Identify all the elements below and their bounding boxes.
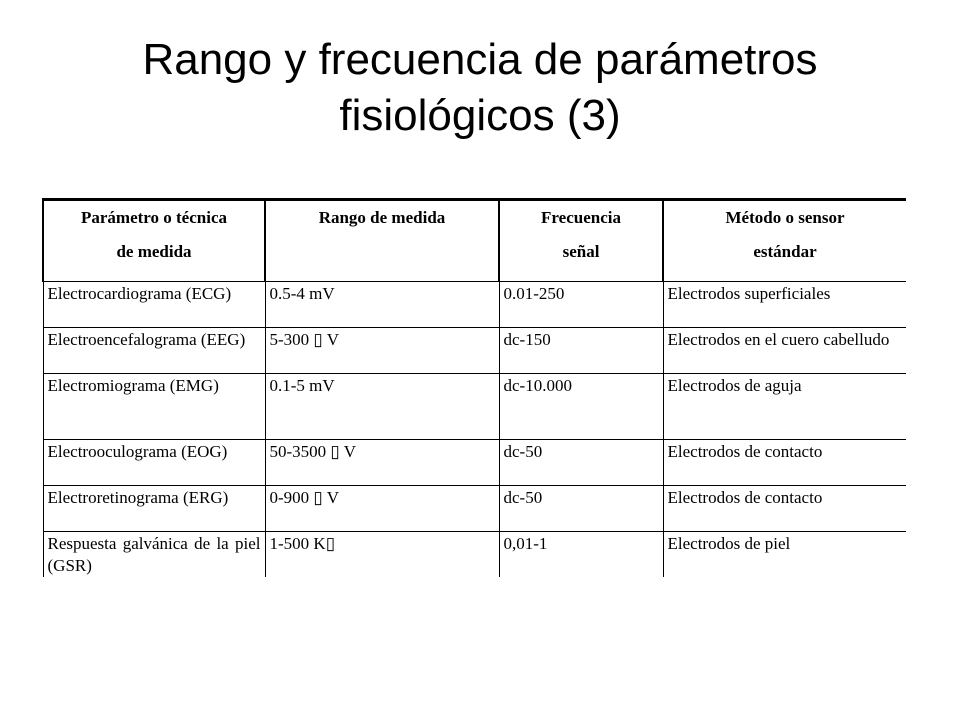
cell-metodo: Electrodos de contacto [663,486,906,532]
cell-frecuencia: dc-150 [499,328,663,374]
slide-title-line-2: fisiológicos (3) [339,91,621,140]
slide-title [0,32,960,144]
table-row [43,328,906,374]
cell-frecuencia: dc-50 [499,440,663,486]
cell-metodo: Electrodos de aguja [663,374,906,440]
table-row [43,374,906,440]
cell-metodo: Electrodos en el cuero cabelludo [663,328,906,374]
header-rango: Rango de medida [265,200,499,278]
parameters-table [42,198,906,577]
cell-frecuencia: dc-10.000 [499,374,663,440]
cell-rango: 5-300 ▯ V [265,328,499,374]
cell-metodo: Electrodos superficiales [663,282,906,328]
cell-rango: 0.1-5 mV [265,374,499,440]
cell-frecuencia: 0.01-250 [499,282,663,328]
cell-parametro: Respuesta galvánica de la piel (GSR) [43,532,265,578]
table-row [43,486,906,532]
cell-frecuencia: dc-50 [499,486,663,532]
parameters-table-image [42,198,906,583]
cell-metodo: Electrodos de piel [663,532,906,578]
table-row [43,532,906,578]
table-row [43,282,906,328]
header-parametro: Parámetro o técnica de medida [43,200,265,278]
table-header-row [43,200,906,278]
cell-rango: 0.5-4 mV [265,282,499,328]
cell-parametro: Electrocardiograma (ECG) [43,282,265,328]
cell-parametro: Electroencefalograma (EEG) [43,328,265,374]
header-metodo: Método o sensor estándar [663,200,906,278]
cell-rango: 50-3500 ▯ V [265,440,499,486]
cell-frecuencia: 0,01-1 [499,532,663,578]
cell-parametro: Electromiograma (EMG) [43,374,265,440]
cell-rango: 0-900 ▯ V [265,486,499,532]
header-frecuencia: Frecuencia señal [499,200,663,278]
table-row [43,440,906,486]
cell-parametro: Electroretinograma (ERG) [43,486,265,532]
cell-parametro: Electrooculograma (EOG) [43,440,265,486]
cell-metodo: Electrodos de contacto [663,440,906,486]
slide-title-line-1: Rango y frecuencia de parámetros [142,35,818,84]
cell-rango: 1-500 K▯ [265,532,499,578]
